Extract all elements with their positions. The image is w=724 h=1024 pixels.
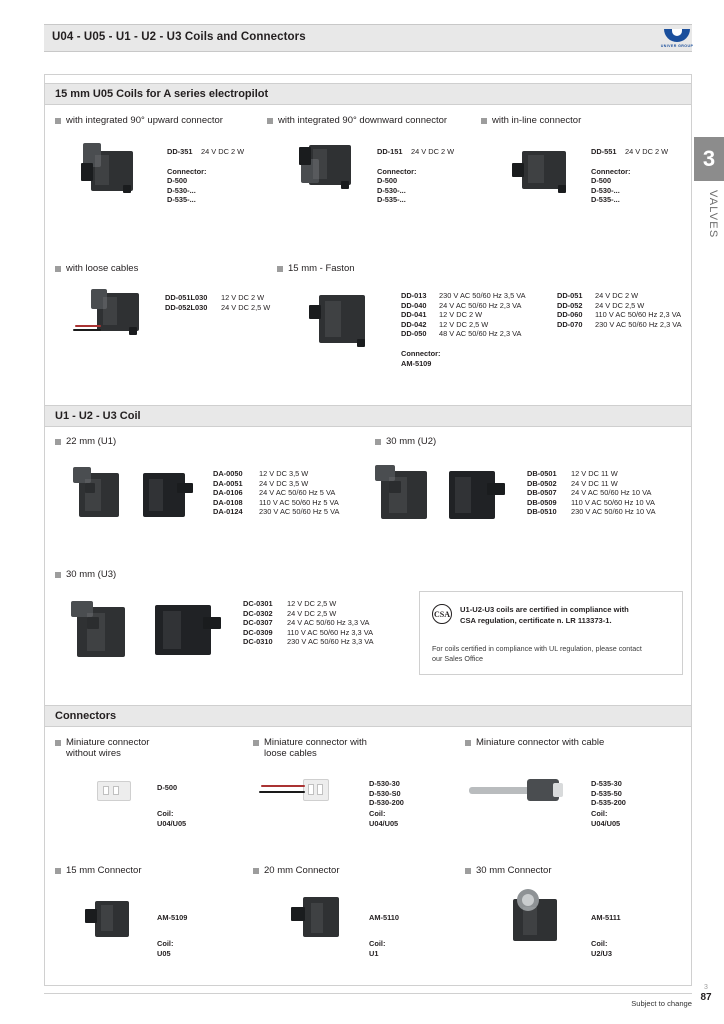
spec-dc-0302: 24 V DC 2,5 W [287, 608, 337, 618]
code-da-0050: DA-0050 [213, 469, 243, 478]
subheading-30mm-u3: 30 mm (U3) [55, 569, 116, 580]
code-dc-0301: DC-0301 [243, 599, 273, 608]
connector-image-am-5110 [285, 887, 361, 947]
section-bar-3 [45, 705, 691, 727]
product-dd-351 [167, 147, 262, 205]
coil-image-u1-front [63, 465, 133, 525]
code-am-5110-text: AM-5110 [369, 913, 399, 922]
coil-label-c2 [369, 809, 398, 828]
code-d-530-s0: D-530-S0 [369, 788, 401, 798]
spec-db-0509: 110 V AC 50/60 Hz 10 VA [571, 497, 655, 507]
chapter-number: 3 [702, 146, 716, 171]
code-db-0510: DB-0510 [527, 507, 557, 517]
code-da-0108: DA-0108 [213, 497, 243, 507]
code-dc-0310: DC-0310 [243, 637, 273, 647]
product-list-faston-right [557, 291, 697, 329]
code-dc-0307: DC-0307 [243, 618, 273, 628]
spec-dd-041: 12 V DC 2 W [439, 310, 483, 320]
code-d-530-30: D-530-30 [369, 779, 400, 788]
section-title-1: 15 mm U05 Coils for A series electropilot [55, 88, 269, 100]
product-list-u3 [243, 599, 413, 647]
coil-image-u3-front [61, 595, 141, 665]
connector-label-1: Connector: [167, 166, 207, 176]
subheading-loose-cables: with loose cables [55, 263, 138, 274]
spec-dd-050: 48 V AC 50/60 Hz 2,3 VA [439, 329, 522, 339]
connector-image-d-535 [465, 773, 585, 813]
code-dd-050: DD-050 [401, 329, 427, 339]
code-dd-042: DD-042 [401, 319, 427, 329]
coil-label-c6-text: Coil: [591, 939, 608, 948]
subheading-30mm-u2: 30 mm (U2) [375, 436, 436, 447]
spec-dd-051: 24 V DC 2 W [595, 291, 639, 300]
section-title-2: U1 - U2 - U3 Coil [55, 410, 141, 422]
certification-line-2: CSA regulation, certificate n. LR 113373-1. [460, 616, 612, 625]
product-list-u2 [527, 469, 687, 517]
spec-da-0051: 24 V DC 3,5 W [259, 478, 309, 488]
logo-mark-icon [664, 29, 690, 42]
chapter-label: VALVES [707, 190, 719, 239]
code-d-500-text: D-500 [157, 783, 178, 792]
connector-image-am-5111 [493, 881, 579, 947]
coil-label-c5 [369, 939, 385, 958]
connector-label-3: Connector: [591, 166, 631, 176]
spec-da-0124: 230 V AC 50/60 Hz 5 VA [259, 507, 340, 517]
spec-dd-013: 230 V AC 50/60 Hz 3,5 VA [439, 291, 526, 300]
subheading-20mm-connector: 20 mm Connector [253, 865, 340, 876]
coil-label-c6 [591, 939, 612, 958]
univer-group-logo [646, 26, 708, 50]
coil-image-u2-front [367, 461, 441, 527]
subheading-downward-connector: with integrated 90° downward connector [267, 115, 447, 126]
coil-image-u2-side [439, 461, 513, 527]
product-dd-551 [591, 147, 686, 205]
spec-db-0501: 12 V DC 11 W [571, 469, 618, 478]
connector-2-0: D-500 [377, 176, 398, 186]
subheading-inline-connector: with in-line connector [481, 115, 581, 126]
code-am-5111 [591, 913, 621, 923]
code-db-0507: DB-0507 [527, 488, 557, 498]
code-list-d-530 [369, 779, 459, 808]
code-dd-052l030: DD-052L030 [165, 302, 208, 312]
spec-dc-0301: 12 V DC 2,5 W [287, 599, 337, 608]
code-d-530-200: D-530-200 [369, 798, 404, 808]
code-da-0106: DA-0106 [213, 488, 243, 498]
code-dd-041: DD-041 [401, 310, 427, 320]
spec-dd-070: 230 V AC 50/60 Hz 2,3 VA [595, 319, 682, 329]
spec-dc-0307: 24 V AC 50/60 Hz 3,3 VA [287, 618, 370, 628]
subheading-mini-connector-cable: Miniature connector with cable [465, 737, 604, 748]
connector-3-0: D-500 [591, 176, 612, 186]
code-db-0509: DB-0509 [527, 497, 557, 507]
code-dd-051l030: DD-051L030 [165, 293, 208, 302]
code-dd-351: DD-351 [167, 147, 193, 156]
code-am-5109-text: AM-5109 [157, 913, 188, 922]
code-dd-070: DD-070 [557, 319, 583, 329]
certification-note-1: For coils certified in compliance with UL regulation, please contact [432, 644, 642, 653]
code-list-d-535 [591, 779, 681, 808]
spec-dd-151: 24 V DC 2 W [411, 147, 455, 156]
coil-label-c5-text: Coil: [369, 939, 386, 948]
coil-image-dd-551 [500, 141, 590, 197]
subheading-mini-connector-no-wires: Miniature connector [55, 737, 149, 748]
logo-text: UNIVER GROUP [660, 43, 694, 48]
code-dd-040: DD-040 [401, 300, 427, 310]
coil-label-c3 [591, 809, 620, 828]
product-list-u1 [213, 469, 363, 517]
coil-label-c4 [157, 939, 173, 958]
code-dc-0309: DC-0309 [243, 627, 273, 637]
connector-2-1: D-530-... [377, 185, 406, 195]
spec-da-0050: 12 V DC 3,5 W [259, 469, 309, 478]
content-frame [44, 74, 692, 986]
product-dd-151 [377, 147, 472, 205]
product-list-faston-left [401, 291, 551, 368]
connector-image-d-500 [89, 775, 149, 809]
coil-image-dd-051l030 [69, 287, 159, 343]
code-db-0501: DB-0501 [527, 469, 557, 478]
spec-dd-042: 12 V DC 2,5 W [439, 319, 489, 329]
footer-chapter: 3 [704, 984, 708, 991]
coil-image-faston [295, 289, 385, 349]
connector-3-2: D-535-... [591, 195, 620, 205]
section-title-3: Connectors [55, 710, 117, 722]
code-d-535-50: D-535-50 [591, 788, 622, 798]
connector-3-1: D-530-... [591, 185, 620, 195]
subheading-faston: 15 mm - Faston [277, 263, 355, 274]
subheading-mini-connector-loose: Miniature connector with [253, 737, 367, 748]
connector-label-2: Connector: [377, 166, 417, 176]
connector-image-am-5109 [77, 887, 153, 947]
code-dd-151: DD-151 [377, 147, 403, 156]
spec-db-0510: 230 V AC 50/60 Hz 10 VA [571, 507, 656, 517]
coil-value-c4: U05 [157, 948, 171, 958]
spec-dd-051l030: 12 V DC 2 W [221, 293, 265, 302]
connector-faston: AM-5109 [401, 358, 432, 368]
spec-da-0108: 110 V AC 50/60 Hz 5 VA [259, 497, 339, 507]
certification-line-1: U1-U2-U3 coils are certified in compliance with [460, 605, 629, 614]
code-dd-051: DD-051 [557, 291, 583, 300]
coil-image-u1-side [131, 463, 201, 525]
coil-value-c5: U1 [369, 948, 379, 958]
code-dd-060: DD-060 [557, 310, 583, 320]
page-title: U04 - U05 - U1 - U2 - U3 Coils and Connectors [52, 31, 306, 43]
code-dd-052: DD-052 [557, 300, 583, 310]
coil-value-c6: U2/U3 [591, 948, 612, 958]
code-da-0124: DA-0124 [213, 507, 243, 517]
chapter-tab [694, 137, 724, 181]
connector-image-d-530 [255, 775, 365, 811]
connector-1-1: D-530-... [167, 185, 196, 195]
footer-subject-to-change: Subject to change [631, 999, 692, 1008]
connector-2-2: D-535-... [377, 195, 406, 205]
coil-image-u3-side [145, 593, 231, 665]
code-am-5110 [369, 913, 399, 923]
code-am-5109 [157, 913, 187, 923]
coil-value-c3: U04/U05 [591, 818, 621, 828]
coil-label-c4-text: Coil: [157, 939, 174, 948]
subheading-mini-connector-loose-l2: loose cables [264, 748, 317, 759]
spec-dc-0310: 230 V AC 50/60 Hz 3,3 VA [287, 637, 374, 647]
section-bar-2 [45, 405, 691, 427]
coil-image-dd-151 [285, 141, 375, 197]
code-d-500 [157, 783, 177, 793]
code-dd-013: DD-013 [401, 291, 427, 300]
code-d-535-30: D-535-30 [591, 779, 622, 788]
footer-divider [44, 993, 692, 994]
coil-value-c2: U04/U05 [369, 818, 399, 828]
coil-value-c1: U04/U05 [157, 818, 187, 828]
spec-da-0106: 24 V AC 50/60 Hz 5 VA [259, 488, 336, 498]
footer-page-number: 87 [700, 992, 712, 1003]
csa-badge-icon: CSA [432, 604, 452, 624]
coil-label-c3-text: Coil: [591, 809, 608, 818]
coil-label-c1 [157, 809, 186, 828]
code-am-5111-text: AM-5111 [591, 913, 621, 922]
spec-db-0507: 24 V AC 50/60 Hz 10 VA [571, 488, 652, 498]
certification-note-2: our Sales Office [432, 654, 484, 663]
coil-image-dd-351 [65, 141, 155, 197]
product-dd-051l030 [165, 293, 275, 312]
subheading-mini-connector-no-wires-l2: without wires [66, 748, 121, 759]
spec-dd-351: 24 V DC 2 W [201, 147, 245, 156]
spec-dd-060: 110 V AC 50/60 Hz 2,3 VA [595, 310, 682, 320]
spec-db-0502: 24 V DC 11 W [571, 478, 618, 488]
spec-dd-052: 24 V DC 2,5 W [595, 300, 645, 310]
spec-dc-0309: 110 V AC 50/60 Hz 3,3 VA [287, 627, 374, 637]
subheading-15mm-connector: 15 mm Connector [55, 865, 142, 876]
code-da-0051: DA-0051 [213, 478, 243, 488]
coil-label-c2-text: Coil: [369, 809, 386, 818]
spec-dd-052l030: 24 V DC 2,5 W [221, 302, 271, 312]
connector-label-faston: Connector: [401, 348, 441, 358]
subheading-30mm-connector: 30 mm Connector [465, 865, 552, 876]
code-d-535-200: D-535-200 [591, 798, 626, 808]
code-db-0502: DB-0502 [527, 478, 557, 488]
code-dd-551: DD-551 [591, 147, 617, 156]
code-dc-0302: DC-0302 [243, 608, 273, 618]
spec-dd-551: 24 V DC 2 W [625, 147, 669, 156]
connector-1-2: D-535-... [167, 195, 196, 205]
connector-1-0: D-500 [167, 176, 188, 186]
subheading-22mm-u1: 22 mm (U1) [55, 436, 116, 447]
certification-box [419, 591, 683, 675]
coil-label-c1-text: Coil: [157, 809, 174, 818]
subheading-upward-connector: with integrated 90° upward connector [55, 115, 223, 126]
spec-dd-040: 24 V AC 50/60 Hz 2,3 VA [439, 300, 522, 310]
